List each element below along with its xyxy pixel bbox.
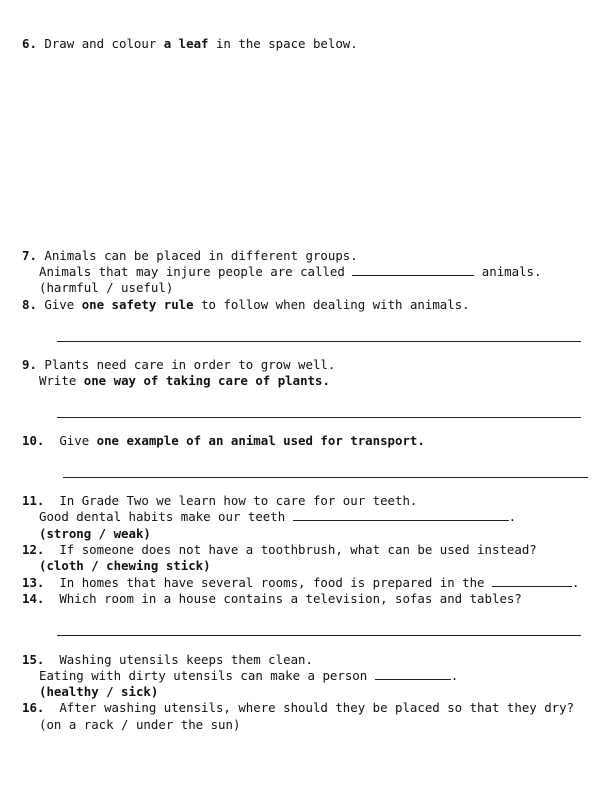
question-number: 15. — [22, 652, 45, 667]
answer-line-q14[interactable] — [57, 635, 581, 636]
question-7-options: (harmful / useful) — [39, 280, 174, 295]
question-15-options: (healthy / sick) — [39, 684, 159, 699]
answer-line-q8[interactable] — [57, 341, 581, 342]
question-number: 13. — [22, 575, 45, 590]
question-number: 10. — [22, 433, 45, 448]
question-10: 10. Give one example of an animal used for transport. — [22, 433, 425, 448]
question-13: 13. In homes that have several rooms, food is prepared in the . — [22, 575, 580, 590]
question-15-prompt: Eating with dirty utensils can make a person . — [39, 668, 459, 683]
answer-line-q10[interactable] — [63, 477, 588, 478]
question-9: 9. Plants need care in order to grow well. — [22, 357, 336, 372]
question-number: 9. — [22, 357, 37, 372]
answer-blank[interactable] — [293, 509, 509, 521]
question-12-options: (cloth / chewing stick) — [39, 558, 211, 573]
question-14: 14. Which room in a house contains a television, sofas and tables? — [22, 591, 522, 606]
question-number: 12. — [22, 542, 45, 557]
question-16: 16. After washing utensils, where should they be placed so that they dry? — [22, 700, 575, 715]
question-6: 6. Draw and colour a leaf in the space below. — [22, 36, 358, 51]
question-number: 6. — [22, 36, 37, 51]
question-11-prompt: Good dental habits make our teeth . — [39, 509, 517, 524]
question-number: 8. — [22, 297, 37, 312]
answer-blank[interactable] — [352, 264, 474, 276]
question-7-prompt: Animals that may injure people are called animals. — [39, 264, 542, 279]
question-number: 16. — [22, 700, 45, 715]
question-number: 7. — [22, 248, 37, 263]
question-9-prompt: Write one way of taking care of plants. — [39, 373, 330, 388]
question-16-options: (on a rack / under the sun) — [39, 717, 241, 732]
answer-blank[interactable] — [492, 575, 572, 587]
question-8: 8. Give one safety rule to follow when dealing with animals. — [22, 297, 470, 312]
question-number: 11. — [22, 493, 45, 508]
question-7: 7. Animals can be placed in different groups. — [22, 248, 358, 263]
question-11-options: (strong / weak) — [39, 526, 151, 541]
question-number: 14. — [22, 591, 45, 606]
question-12: 12. If someone does not have a toothbrush, what can be used instead? — [22, 542, 537, 557]
answer-blank[interactable] — [375, 668, 451, 680]
question-15: 15. Washing utensils keeps them clean. — [22, 652, 313, 667]
answer-line-q9[interactable] — [57, 417, 581, 418]
question-11: 11. In Grade Two we learn how to care for our teeth. — [22, 493, 418, 508]
leaf-drawing-area[interactable] — [22, 60, 588, 240]
